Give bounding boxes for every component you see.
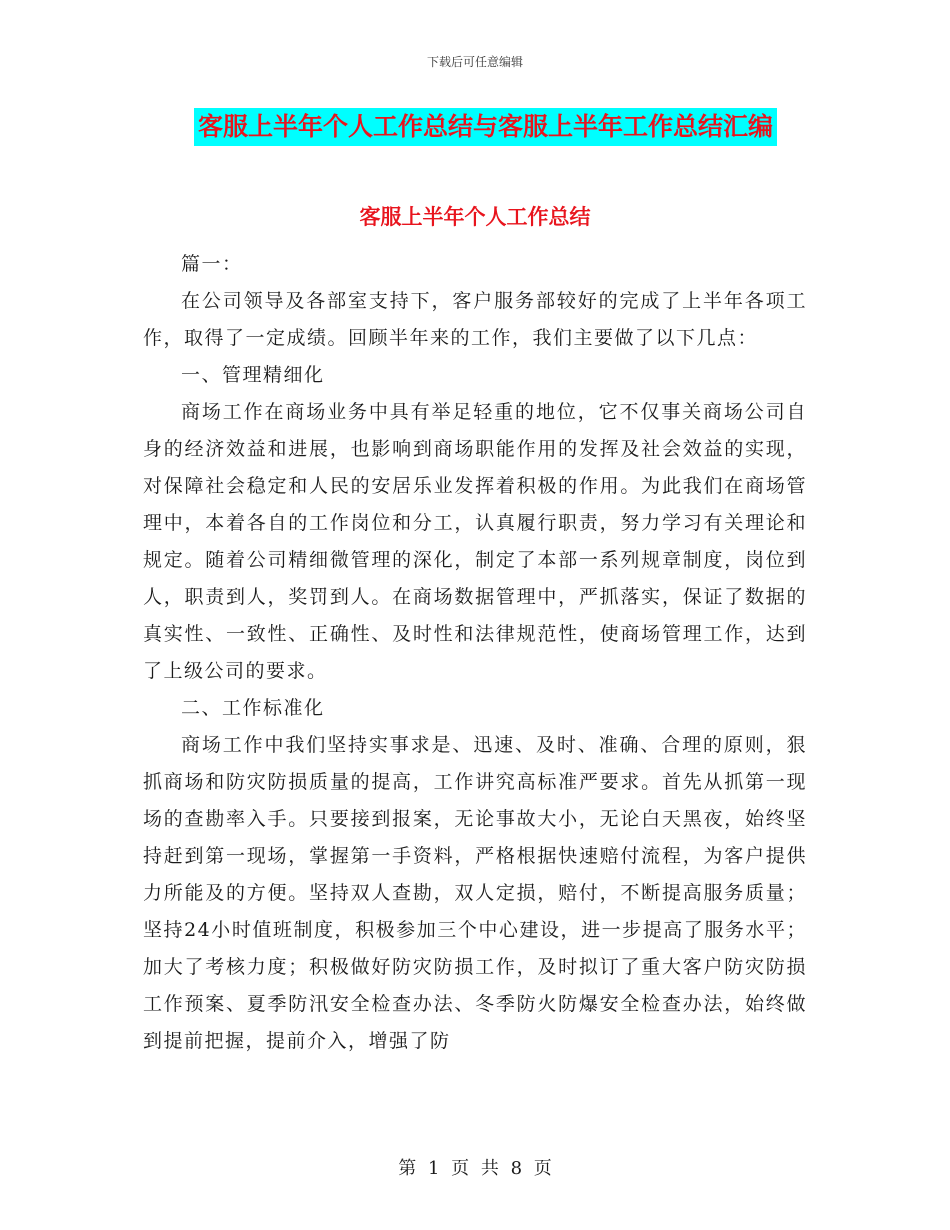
paragraph-heading-2: 二、工作标准化 xyxy=(181,697,325,719)
paragraph-heading-1: 一、管理精细化 xyxy=(181,364,325,386)
paragraph-intro: 在公司领导及各部室支持下，客户服务部较好的完成了上半年各项工作，取得了一定成绩。回顾半年来的工作，我们主要做了以下几点： xyxy=(143,290,807,349)
paragraph-body-2: 商场工作中我们坚持实事求是、迅速、及时、准确、合理的原则，狠抓商场和防灾防损质量的提高，工作讲究高标准严要求。首先从抓第一现场的查勘率入手。只要接到报案，无论事故大小，无论白天黑夜，始终坚持赶到第一现场，掌握第一手资料，严格根据快速赔付流程，为客户提供力所能及的方便。坚持双人查勘，双人定损，赔付，不断提高服务质量；坚持24小时值班制度，积极参加三个中心建设，进一步提高了服务水平；加大了考核力度；积极做好防灾防损工作，及时拟订了重大客户防灾防损工作预案、夏季防汛安全检查办法、冬季防火防爆安全检查办法，始终做到提前把握，提前介入，增强了防 xyxy=(143,734,807,1052)
header-note: 下载后可任意编辑 xyxy=(426,55,523,69)
sub-title: 客服上半年个人工作总结 xyxy=(359,204,591,229)
paragraph-section-label: 篇一： xyxy=(181,253,243,275)
paragraph-body-1: 商场工作在商场业务中具有举足轻重的地位，它不仅事关商场公司自身的经济效益和进展，也影响到商场职能作用的发挥及社会效益的实现，对保障社会稳定和人民的安居乐业发挥着积极的作用。为此我们在商场管理中，本着各自的工作岗位和分工，认真履行职责，努力学习有关理论和规定。随着公司精细微管理的深化，制定了本部一系列规章制度，岗位到人，职责到人，奖罚到人。在商场数据管理中，严抓落实，保证了数据的真实性、一致性、正确性、及时性和法律规范性，使商场管理工作，达到了上级公司的要求。 xyxy=(143,401,807,682)
page-footer: 第 1 页 共 8 页 xyxy=(398,1158,552,1179)
main-title: 客服上半年个人工作总结与客服上半年工作总结汇编 xyxy=(194,108,777,146)
body-text xyxy=(143,246,807,1060)
